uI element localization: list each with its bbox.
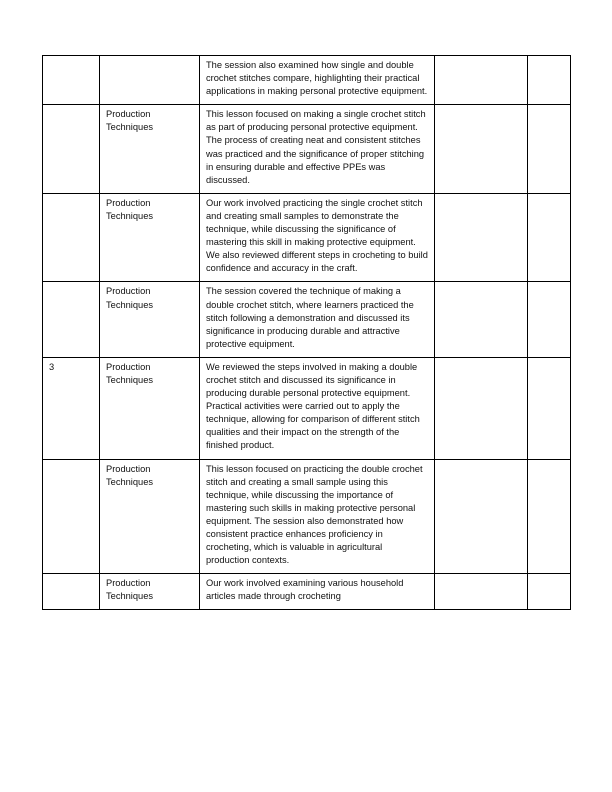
- table-row: [43, 357, 571, 459]
- description-cell: The session also examined how single and double crochet stitches compare, highlighting their practical applications in making personal protective equipment.: [200, 56, 435, 105]
- empty-cell: [528, 459, 571, 574]
- topic-cell: Production Techniques: [100, 193, 200, 282]
- week-cell: [43, 105, 100, 194]
- week-cell: [43, 459, 100, 574]
- table-row: [43, 105, 571, 194]
- empty-cell: [435, 56, 528, 105]
- empty-cell: [528, 282, 571, 357]
- empty-cell: [528, 193, 571, 282]
- description-cell: We reviewed the steps involved in making a double crochet stitch and discussed its significance in producing durable personal protective equipment. Practical activities were carried out to apply the technique, allowing for comparison of different stitch qualities and their impact on the strength of the finished product.: [200, 357, 435, 459]
- empty-cell: [435, 105, 528, 194]
- description-cell: Our work involved examining various household articles made through crocheting: [200, 574, 435, 610]
- table-row: [43, 193, 571, 282]
- empty-cell: [528, 105, 571, 194]
- week-cell: [43, 56, 100, 105]
- empty-cell: [435, 282, 528, 357]
- topic-cell: Production Techniques: [100, 282, 200, 357]
- empty-cell: [528, 56, 571, 105]
- table-row: [43, 459, 571, 574]
- description-cell: Our work involved practicing the single crochet stitch and creating small samples to demonstrate the technique, while discussing the significance of mastering this skill in making protective equipment. We also reviewed different steps in crocheting to build confidence and accuracy in the craft.: [200, 193, 435, 282]
- week-cell: [43, 574, 100, 610]
- empty-cell: [435, 574, 528, 610]
- week-cell: [43, 193, 100, 282]
- topic-cell: Production Techniques: [100, 357, 200, 459]
- lesson-log-table: [42, 55, 571, 610]
- empty-cell: [435, 357, 528, 459]
- week-cell: [43, 282, 100, 357]
- topic-cell: Production Techniques: [100, 574, 200, 610]
- week-cell: 3: [43, 357, 100, 459]
- empty-cell: [435, 459, 528, 574]
- description-cell: This lesson focused on making a single crochet stitch as part of producing personal protective equipment. The process of creating neat and consistent stitches was practiced and the significance of proper stitching in ensuring durable and effective PPEs was discussed.: [200, 105, 435, 194]
- empty-cell: [435, 193, 528, 282]
- topic-cell: Production Techniques: [100, 105, 200, 194]
- topic-cell: [100, 56, 200, 105]
- description-cell: The session covered the technique of making a double crochet stitch, where learners practiced the stitch following a demonstration and discussed its significance in producing durable and attractive protective equipment.: [200, 282, 435, 357]
- table-row: [43, 56, 571, 105]
- topic-cell: Production Techniques: [100, 459, 200, 574]
- description-cell: This lesson focused on practicing the double crochet stitch and creating a small sample using this technique, while discussing the importance of mastering such skills in making protective personal equipment. The session also demonstrated how consistent practice enhances proficiency in crocheting, which is valuable in agricultural production contexts.: [200, 459, 435, 574]
- table-row: [43, 282, 571, 357]
- empty-cell: [528, 357, 571, 459]
- table-row: [43, 574, 571, 610]
- empty-cell: [528, 574, 571, 610]
